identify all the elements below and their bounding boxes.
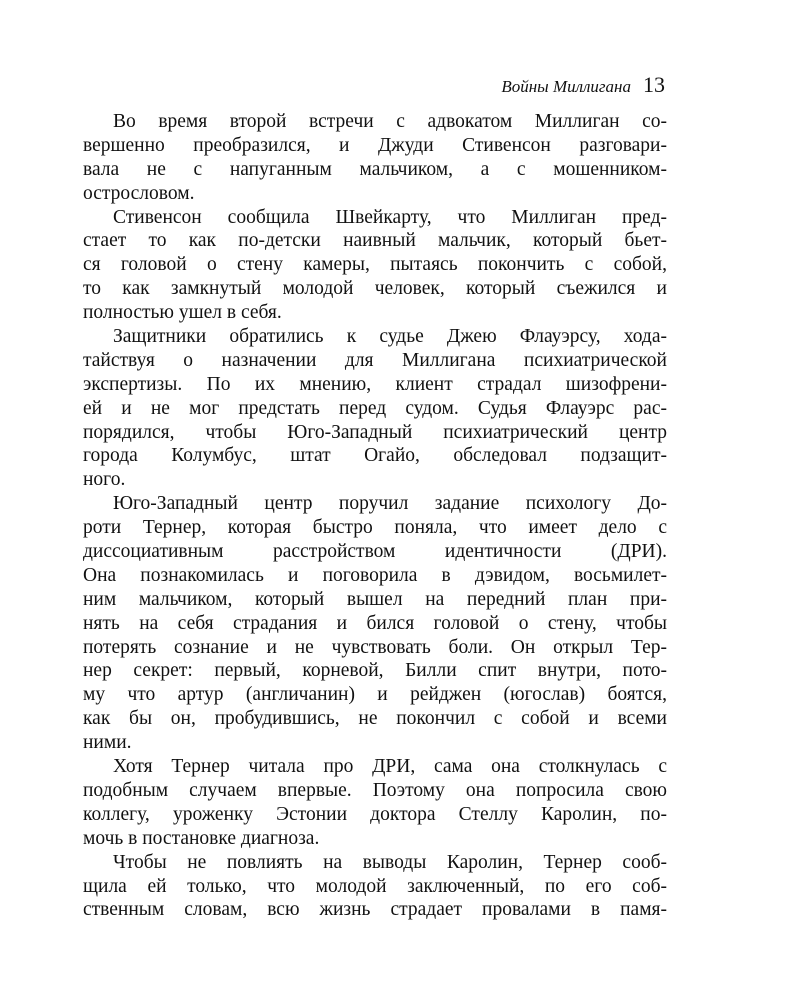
text-line: му что артур (англичанин) и рейджен (югослав) боятся, bbox=[83, 684, 667, 706]
text-line: города Колумбус, штат Огайо, обследовал подзащит- bbox=[83, 445, 667, 467]
text-line: мочь в постановке диагноза. bbox=[83, 827, 320, 849]
text-line: вершенно преобразился, и Джуди Стивенсон разговари- bbox=[83, 134, 667, 156]
paragraph bbox=[83, 110, 667, 206]
running-title: Войны Миллигана bbox=[501, 77, 631, 96]
text-line: роти Тернер, которая быстро поняла, что имеет дело с bbox=[83, 517, 667, 539]
text-line: Чтобы не повлиять на выводы Каролин, Тернер сооб- bbox=[113, 851, 667, 873]
text-line: Защитники обратились к судье Джею Флауэрсу, хода- bbox=[113, 326, 667, 348]
text-line: ного. bbox=[83, 469, 126, 491]
text-line: острословом. bbox=[83, 182, 195, 204]
paragraph bbox=[83, 492, 667, 755]
text-line: диссоциативным расстройством идентичности (ДРИ). bbox=[83, 541, 667, 563]
text-line: стает то как по-детски наивный мальчик, который бьет- bbox=[83, 230, 667, 252]
text-line: порядился, чтобы Юго-Западный психиатрический центр bbox=[83, 421, 667, 443]
text-line: Стивенсон сообщила Швейкарту, что Миллиган пред- bbox=[113, 206, 667, 228]
text-line: Она познакомилась и поговорила в дэвидом, восьмилет- bbox=[83, 564, 667, 586]
text-line: Хотя Тернер читала про ДРИ, сама она столкнулась с bbox=[113, 756, 667, 778]
text-line: нять на себя страдания и бился головой о стену, чтобы bbox=[83, 612, 667, 634]
paragraph bbox=[83, 755, 667, 851]
running-header bbox=[470, 72, 665, 100]
text-line: коллегу, уроженку Эстонии доктора Стеллу Каролин, по- bbox=[83, 803, 667, 825]
text-line: тайствуя о назначении для Миллигана психиатрической bbox=[83, 349, 667, 371]
text-line: то как замкнутый молодой человек, который съежился и bbox=[83, 278, 667, 300]
text-line: ся головой о стену камеры, пытаясь покончить с собой, bbox=[83, 254, 667, 276]
text-line: щила ей только, что молодой заключенный, по его соб- bbox=[83, 875, 667, 897]
text-line: ними. bbox=[83, 732, 132, 754]
text-line: подобным случаем впервые. Поэтому она попросила свою bbox=[83, 779, 667, 801]
text-line: потерять сознание и не чувствовать боли. Он открыл Тер- bbox=[83, 636, 667, 658]
text-line: экспертизы. По их мнению, клиент страдал шизофрени- bbox=[83, 373, 667, 395]
text-line: Юго-Западный центр поручил задание психологу До- bbox=[113, 493, 667, 515]
text-line: ним мальчиком, который вышел на передний план при- bbox=[83, 588, 667, 610]
text-line: ей и не мог предстать перед судом. Судья Флауэрс рас- bbox=[83, 397, 667, 419]
text-line: нер секрет: первый, корневой, Билли спит внутри, пото- bbox=[83, 660, 667, 682]
text-line: вала не с напуганным мальчиком, а с мошенником- bbox=[83, 158, 667, 180]
paragraph bbox=[83, 206, 667, 325]
paragraph bbox=[83, 325, 667, 492]
text-line: как бы он, пробудившись, не покончил с собой и всеми bbox=[83, 708, 667, 730]
paragraph bbox=[83, 851, 667, 923]
text-line: Во время второй встречи с адвокатом Миллиган со- bbox=[113, 111, 667, 132]
text-line: полностью ушел в себя. bbox=[83, 302, 282, 324]
body-text bbox=[83, 110, 667, 922]
text-line: ственным словам, всю жизнь страдает провалами в памя- bbox=[83, 899, 667, 921]
page-number: 13 bbox=[643, 72, 665, 97]
